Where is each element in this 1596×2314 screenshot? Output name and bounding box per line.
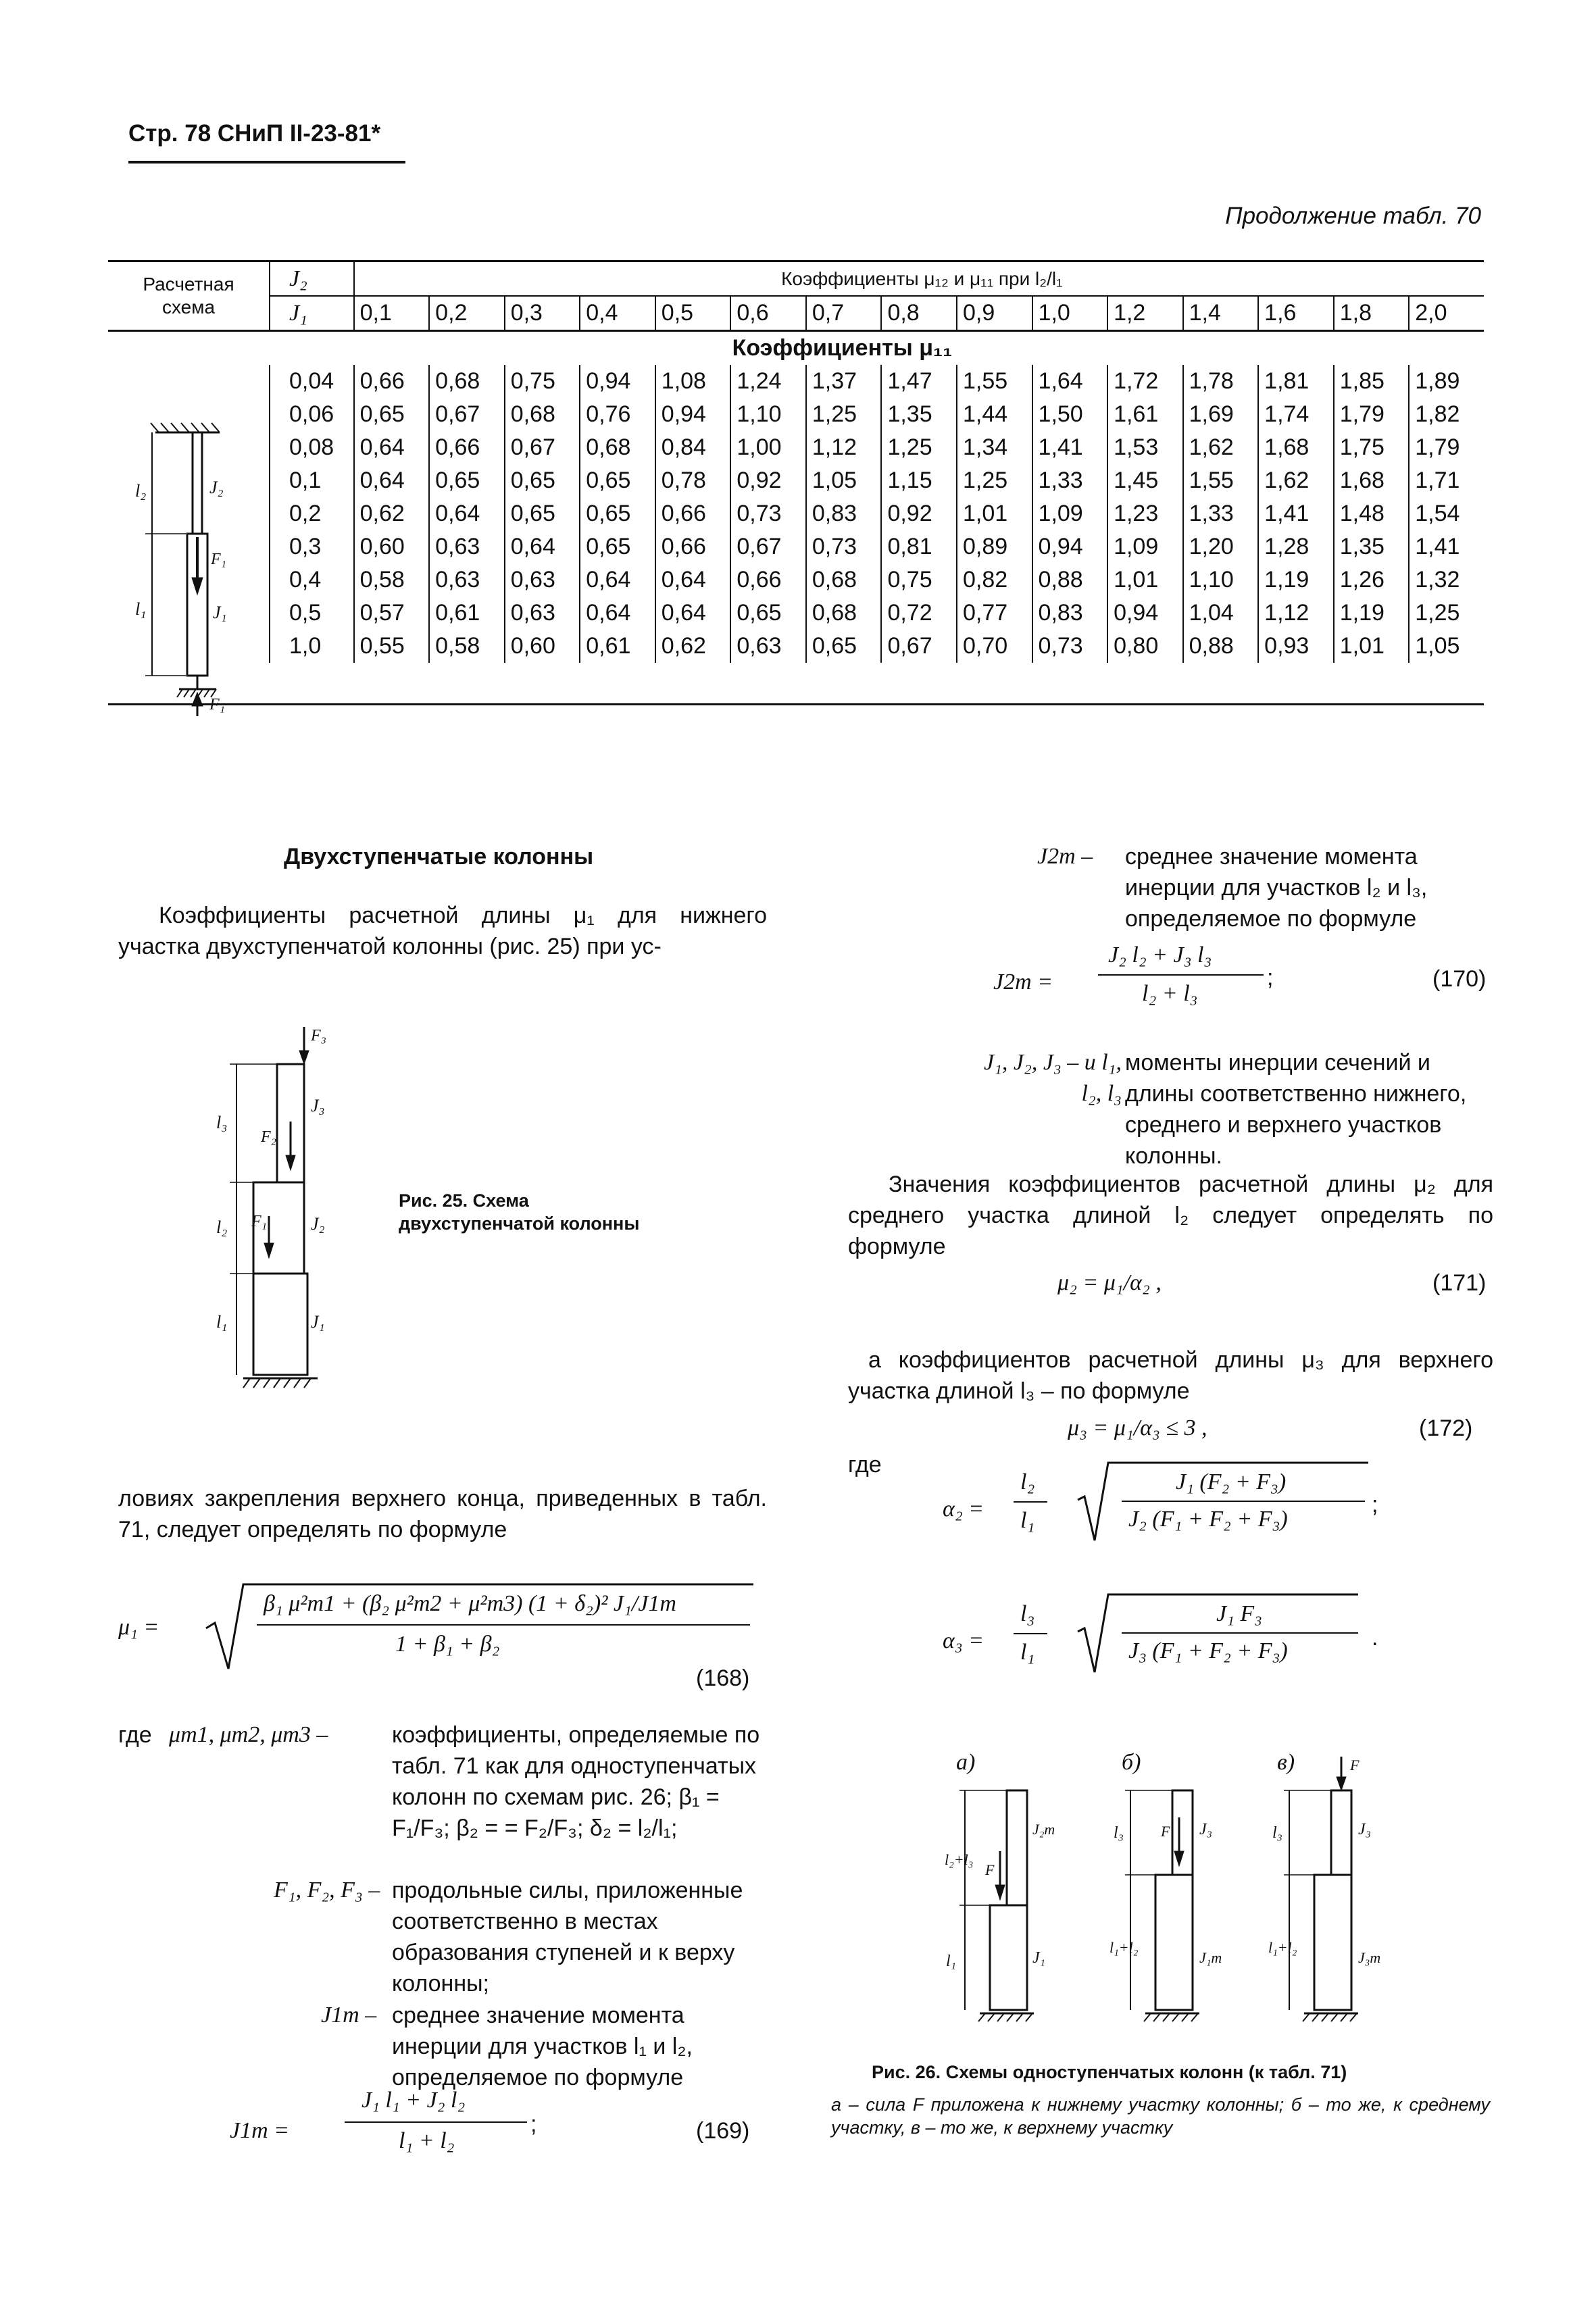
j2m-label: J₂m: [1032, 1821, 1055, 1838]
l3-label: l₃: [216, 1113, 228, 1132]
l1-label: l₁: [946, 1953, 957, 1970]
formula-170-bar: [1098, 974, 1264, 976]
table-cell: 1,44: [957, 398, 1032, 431]
table-cell: 0,78: [655, 464, 731, 497]
table-cell: 0,81: [881, 530, 957, 563]
table-cell: 1,01: [1334, 630, 1410, 663]
table-cell: 0,83: [806, 497, 882, 530]
alpha2-root-num: J₁ (F₂ + F₃): [1176, 1469, 1287, 1494]
ratio-header: 1,8: [1334, 296, 1410, 331]
table-row: [108, 365, 1484, 398]
l2-label: l₂: [216, 1217, 228, 1237]
table-cell: 0,88: [1032, 563, 1108, 597]
table-cell: 0,63: [429, 530, 505, 563]
j1m-label: J₁m: [1199, 1949, 1222, 1966]
table-cell: 1,78: [1183, 365, 1259, 398]
formula-171-number: (171): [1432, 1270, 1487, 1296]
ratio-header: 0,5: [655, 296, 731, 331]
f-label: F: [1161, 1823, 1170, 1840]
table-cell: 0,64: [655, 597, 731, 630]
table-cell: 1,25: [881, 431, 957, 464]
table-cell: 1,09: [1032, 497, 1108, 530]
table-cell: 0,65: [429, 464, 505, 497]
figure-26-note: а – сила F приложена к нижнему участку колонны; б – то же, к среднему участку, в – то же, к верхнему участку: [831, 2094, 1490, 2138]
table-cell: 0,65: [580, 464, 655, 497]
ratio-header: 0,6: [730, 296, 806, 331]
table-cell: 1,61: [1107, 398, 1183, 431]
j3-label: J₃: [311, 1096, 325, 1115]
table-cell: 0,68: [429, 365, 505, 398]
j2-label: J₂: [311, 1214, 325, 1234]
row-j-ratio: 0,06: [270, 398, 354, 431]
formula-169-number: (169): [696, 2118, 750, 2144]
formula-168-number: (168): [696, 1665, 750, 1691]
table-cell: 0,61: [429, 597, 505, 630]
f2-label: F₂: [261, 1128, 277, 1146]
table-cell: 0,82: [957, 563, 1032, 597]
def-j-l-term: J₁, J₂, J₃ – и l₁, l₂, l₃: [984, 1050, 1122, 1106]
table-cell: 1,62: [1258, 464, 1334, 497]
f1-label: F₁: [251, 1213, 268, 1230]
table-cell: 1,62: [1183, 431, 1259, 464]
paragraph-4: а коэффициентов расчетной длины μ₃ для верхнего участка длиной l₃ – по формуле: [848, 1347, 1493, 1404]
alpha2-semicolon: ;: [1372, 1492, 1378, 1517]
table-cell: 0,73: [730, 497, 806, 530]
formula-169-denominator: l₁ + l₂: [399, 2128, 455, 2153]
paragraph-2: ловиях закрепления верхнего конца, приведенных в табл. 71, следует определять по формуле: [118, 1486, 767, 1542]
row-j-ratio: 0,08: [270, 431, 354, 464]
table-cell: 1,68: [1334, 464, 1410, 497]
table-cell: 0,66: [655, 530, 731, 563]
table-cell: 0,89: [957, 530, 1032, 563]
table-cell: 0,75: [505, 365, 580, 398]
j2-label: J₂: [209, 478, 224, 497]
ratio-header: 0,3: [505, 296, 580, 331]
ratio-header: 1,2: [1107, 296, 1183, 331]
table-cell: 0,83: [1032, 597, 1108, 630]
table-cell: 1,20: [1183, 530, 1259, 563]
j3-label: J₃: [1358, 1821, 1371, 1838]
coefficients-table: [108, 260, 1484, 705]
row-j-ratio: 0,3: [270, 530, 354, 563]
table-cell: 0,64: [655, 563, 731, 597]
table-cell: 1,10: [730, 398, 806, 431]
alpha3-frac-bar: [1014, 1633, 1047, 1634]
j1-label: J₁: [1032, 1949, 1045, 1967]
formula-172-number: (172): [1419, 1415, 1473, 1441]
ratio-header: 0,2: [429, 296, 505, 331]
ratio-header: 0,9: [957, 296, 1032, 331]
table-cell: 1,79: [1334, 398, 1410, 431]
table-cell: 0,73: [1032, 630, 1108, 663]
table-cell: 0,64: [429, 497, 505, 530]
def-j1m-term: J1m –: [321, 2003, 377, 2028]
table-cell: 0,63: [429, 563, 505, 597]
table-cell: 0,68: [806, 597, 882, 630]
row-j-ratio: 0,5: [270, 597, 354, 630]
section-title: Коэффициенты μ₁₁: [732, 335, 953, 361]
table-cell: 0,55: [354, 630, 430, 663]
j3m-label: J₃m: [1358, 1949, 1381, 1966]
alpha2-lhs: α₂ =: [943, 1496, 984, 1521]
j3-label: J₃: [1199, 1821, 1212, 1838]
formula-170-denominator: l₂ + l₃: [1142, 981, 1198, 1006]
table-cell: 1,09: [1107, 530, 1183, 563]
formula-169-bar: [345, 2121, 527, 2123]
l2-label: l₂: [135, 481, 147, 501]
table-cell: 0,65: [354, 398, 430, 431]
header-underline: [128, 161, 405, 164]
table-cell: 1,08: [655, 365, 731, 398]
table-cell: 0,80: [1107, 630, 1183, 663]
table-cell: 1,25: [957, 464, 1032, 497]
alpha3-frac-num: l₃: [1020, 1601, 1035, 1626]
table-cell: 1,47: [881, 365, 957, 398]
table-cell: 1,23: [1107, 497, 1183, 530]
formula-168-numerator: β₁ μ²m1 + (β₂ μ²m2 + μ²m3) (1 + δ₂)² J₁/J1m: [264, 1591, 676, 1616]
table-cell: 0,68: [580, 431, 655, 464]
table-cell: 1,50: [1032, 398, 1108, 431]
table-row: [108, 431, 1484, 464]
table-scheme-drawing: [122, 419, 236, 716]
alpha3-period: .: [1372, 1625, 1378, 1651]
table-cell: 0,66: [655, 497, 731, 530]
def-mu-text: коэффициенты, определяемые по табл. 71 как для одноступенчатых колонн по схемам рис. 26; β₁ = F₁/F₃; β₂ = = F₂/F₃; δ₂ = l₂/l₁;: [392, 1722, 760, 1841]
table-cell: 1,19: [1334, 597, 1410, 630]
table-cell: 0,66: [354, 365, 430, 398]
table-cell: 1,74: [1258, 398, 1334, 431]
table-cell: 1,64: [1032, 365, 1108, 398]
formula-169-numerator: J₁ l₁ + J₂ l₂: [361, 2088, 466, 2113]
table-cell: 0,77: [957, 597, 1032, 630]
table-cell: 0,76: [580, 398, 655, 431]
f1-bottom-label: F₁: [209, 696, 226, 713]
table-cell: 0,60: [354, 530, 430, 563]
table-cell: 1,19: [1258, 563, 1334, 597]
def-j-l-text: моменты инерции сечений и длины соответственно нижнего, среднего и верхнего участков колонны.: [1125, 1050, 1467, 1169]
table-cell: 1,10: [1183, 563, 1259, 597]
table-row: [108, 530, 1484, 563]
table-cell: 1,35: [881, 398, 957, 431]
table-cell: 1,55: [1183, 464, 1259, 497]
table-cell: 0,67: [505, 431, 580, 464]
formula-169-lhs: J1m =: [230, 2118, 290, 2143]
page-header: Стр. 78 СНиП II-23-81*: [128, 120, 381, 147]
alpha3-frac-den: l₁: [1020, 1640, 1035, 1665]
where-label: где: [118, 1722, 152, 1748]
table-cell: 0,73: [806, 530, 882, 563]
table-cell: 0,57: [354, 597, 430, 630]
j1-label: J₁: [311, 1312, 325, 1332]
table-continuation: Продолжение табл. 70: [1225, 203, 1481, 229]
formula-170-semicolon: ;: [1267, 965, 1274, 990]
ratio-header: 1,6: [1258, 296, 1334, 331]
table-cell: 1,48: [1334, 497, 1410, 530]
table-cell: 0,64: [505, 530, 580, 563]
f1-label: F₁: [211, 551, 227, 568]
l1-label: l₁: [135, 599, 147, 619]
table-cell: 1,12: [806, 431, 882, 464]
paragraph-3: Значения коэффициентов расчетной длины μ₂ для среднего участка длиной l₂ следует определять по формуле: [848, 1172, 1493, 1259]
def-j2m-term: J2m –: [1037, 844, 1093, 869]
table-row: [108, 630, 1484, 663]
table-cell: 1,41: [1258, 497, 1334, 530]
table-cell: 1,41: [1409, 530, 1484, 563]
table-cell: 1,75: [1334, 431, 1410, 464]
table-cell: 1,37: [806, 365, 882, 398]
table-cell: 0,65: [580, 497, 655, 530]
table-cell: 0,65: [505, 464, 580, 497]
table-cell: 1,12: [1258, 597, 1334, 630]
table-cell: 1,34: [957, 431, 1032, 464]
table-cell: 1,25: [806, 398, 882, 431]
table-cell: 1,68: [1258, 431, 1334, 464]
table-cell: 1,01: [957, 497, 1032, 530]
table-cell: 0,94: [580, 365, 655, 398]
table-row: [108, 497, 1484, 530]
figure-25-caption: Рис. 25. Схема двухступенчатой колонны: [399, 1190, 640, 1234]
table-cell: 0,63: [505, 597, 580, 630]
table-cell: 0,65: [580, 530, 655, 563]
table-cell: 1,04: [1183, 597, 1259, 630]
table-cell: 1,82: [1409, 398, 1484, 431]
alpha3-root-den: J₃ (F₁ + F₂ + F₃): [1128, 1638, 1288, 1663]
where-label-right: где: [848, 1452, 882, 1478]
alpha2-root-den: J₂ (F₁ + F₂ + F₃): [1128, 1507, 1288, 1532]
alpha3-root-num: J₁ F₃: [1216, 1601, 1262, 1626]
table-cell: 1,01: [1107, 563, 1183, 597]
j1-label: J₁: [213, 603, 227, 622]
table-cell: 1,85: [1334, 365, 1410, 398]
table-cell: 1,05: [1409, 630, 1484, 663]
table-cell: 0,65: [806, 630, 882, 663]
table-cell: 1,25: [1409, 597, 1484, 630]
table-cell: 0,68: [505, 398, 580, 431]
table-cell: 1,79: [1409, 431, 1484, 464]
ratio-header: 1,4: [1183, 296, 1259, 331]
table-cell: 1,45: [1107, 464, 1183, 497]
table-cell: 1,32: [1409, 563, 1484, 597]
f-label: F: [985, 1861, 995, 1878]
figure-26-drawing: [932, 1750, 1419, 2040]
fig26-label-a: а): [956, 1750, 976, 1775]
table-cell: 0,70: [957, 630, 1032, 663]
formula-170-number: (170): [1432, 966, 1487, 992]
table-cell: 1,33: [1032, 464, 1108, 497]
formula-172: μ₃ = μ₁/α₃ ≤ 3 ,: [1068, 1415, 1207, 1440]
def-mu-term: μm1, μm2, μm3 –: [169, 1722, 328, 1747]
table-cell: 0,58: [429, 630, 505, 663]
def-f-term: F₁, F₂, F₃ –: [274, 1878, 380, 1903]
table-row: [108, 398, 1484, 431]
table-cell: 0,92: [730, 464, 806, 497]
def-j2m-text: среднее значение момента инерции для участков l₂ и l₃, определяемое по формуле: [1125, 844, 1428, 932]
col-ratio-denominator: J₁: [270, 296, 354, 331]
figure-25-drawing: [203, 1020, 358, 1399]
table-cell: 0,72: [881, 597, 957, 630]
alpha2-frac-num: l₂: [1020, 1469, 1035, 1494]
table-cell: 0,64: [580, 563, 655, 597]
table-cell: 0,64: [354, 464, 430, 497]
ratio-header: 0,1: [354, 296, 430, 331]
f3-label: F₃: [311, 1027, 327, 1045]
table-cell: 0,88: [1183, 630, 1259, 663]
alpha2-frac-den: l₁: [1020, 1508, 1035, 1533]
table-cell: 0,66: [429, 431, 505, 464]
formula-169-semicolon: ;: [530, 2111, 537, 2137]
table-cell: 1,41: [1032, 431, 1108, 464]
l3-label: l₃: [1272, 1824, 1283, 1842]
table-cell: 0,68: [806, 563, 882, 597]
table-cell: 0,64: [580, 597, 655, 630]
table-cell: 0,60: [505, 630, 580, 663]
l1-label: l₁: [216, 1312, 228, 1332]
row-j-ratio: 1,0: [270, 630, 354, 663]
paragraph-1: Коэффициенты расчетной длины μ₁ для нижнего участка двухступенчатой колонны (рис. 25) при ус-: [118, 903, 767, 959]
table-cell: 0,94: [655, 398, 731, 431]
table-cell: 1,72: [1107, 365, 1183, 398]
l1-l2-label: l₁+l₂: [1268, 1939, 1297, 1956]
table-cell: 1,05: [806, 464, 882, 497]
table-cell: 0,62: [655, 630, 731, 663]
table-cell: 0,92: [881, 497, 957, 530]
fig26-label-v: в): [1277, 1750, 1295, 1775]
table-cell: 0,63: [505, 563, 580, 597]
figure-26-caption: Рис. 26. Схемы одноступенчатых колонн (к табл. 71): [872, 2062, 1347, 2082]
table-cell: 1,89: [1409, 365, 1484, 398]
table-cell: 0,67: [881, 630, 957, 663]
table-cell: 0,61: [580, 630, 655, 663]
table-cell: 0,67: [730, 530, 806, 563]
fig26-label-b: б): [1122, 1750, 1141, 1775]
table-cell: 1,53: [1107, 431, 1183, 464]
table-cell: 1,28: [1258, 530, 1334, 563]
ratio-header: 0,8: [881, 296, 957, 331]
table-cell: 1,26: [1334, 563, 1410, 597]
ratio-header: 1,0: [1032, 296, 1108, 331]
alpha2-frac-bar: [1014, 1501, 1047, 1503]
table-cell: 1,81: [1258, 365, 1334, 398]
table-cell: 0,75: [881, 563, 957, 597]
table-cell: 1,35: [1334, 530, 1410, 563]
formula-171: μ₂ = μ₁/α₂ ,: [1057, 1270, 1162, 1295]
table-cell: 0,58: [354, 563, 430, 597]
section-heading: Двухступенчатые колонны: [284, 844, 594, 870]
def-f-text: продольные силы, приложенные соответственно в местах образования ступеней и к верху колонны;: [392, 1878, 743, 1996]
formula-170-numerator: J₂ l₂ + J₃ l₃: [1108, 942, 1212, 967]
l3-label: l₃: [1114, 1824, 1124, 1842]
col-group-header: Коэффициенты μ₁₂ и μ₁₁ при l₂/l₁: [354, 261, 1484, 297]
ratio-header: 0,7: [806, 296, 882, 331]
table-cell: 0,94: [1107, 597, 1183, 630]
table-cell: 0,84: [655, 431, 731, 464]
table-cell: 1,54: [1409, 497, 1484, 530]
ratio-header: 2,0: [1409, 296, 1484, 331]
table-cell: 0,62: [354, 497, 430, 530]
formula-168-lhs: μ₁ =: [118, 1615, 159, 1640]
l2-l3-label: l₂+l₃: [945, 1851, 974, 1868]
alpha3-lhs: α₃ =: [943, 1628, 984, 1653]
l1-l2-label: l₁+l₂: [1109, 1939, 1139, 1956]
def-j1m-text: среднее значение момента инерции для участков l₁ и l₂, определяемое по формуле: [392, 2003, 693, 2090]
formula-170-lhs: J2m =: [993, 970, 1053, 995]
table-cell: 1,15: [881, 464, 957, 497]
table-cell: 0,66: [730, 563, 806, 597]
row-j-ratio: 0,2: [270, 497, 354, 530]
table-cell: 1,24: [730, 365, 806, 398]
row-j-ratio: 0,04: [270, 365, 354, 398]
table-cell: 0,94: [1032, 530, 1108, 563]
table-cell: 0,67: [429, 398, 505, 431]
table-cell: 1,71: [1409, 464, 1484, 497]
col-ratio-numerator: J₂: [270, 261, 354, 297]
table-cell: 1,00: [730, 431, 806, 464]
table-cell: 1,55: [957, 365, 1032, 398]
table-row: [108, 597, 1484, 630]
table-cell: 1,33: [1183, 497, 1259, 530]
table-cell: 1,69: [1183, 398, 1259, 431]
table-row: [108, 563, 1484, 597]
col-scheme-header: Расчетная схема: [108, 261, 270, 331]
table-cell: 0,64: [354, 431, 430, 464]
table-cell: 0,65: [505, 497, 580, 530]
row-j-ratio: 0,1: [270, 464, 354, 497]
row-j-ratio: 0,4: [270, 563, 354, 597]
f-label: F: [1350, 1757, 1360, 1774]
table-cell: 0,65: [730, 597, 806, 630]
table-cell: 0,63: [730, 630, 806, 663]
table-cell: 0,93: [1258, 630, 1334, 663]
formula-168-denominator: 1 + β₁ + β₂: [395, 1632, 500, 1657]
ratio-header: 0,4: [580, 296, 655, 331]
table-row: [108, 464, 1484, 497]
